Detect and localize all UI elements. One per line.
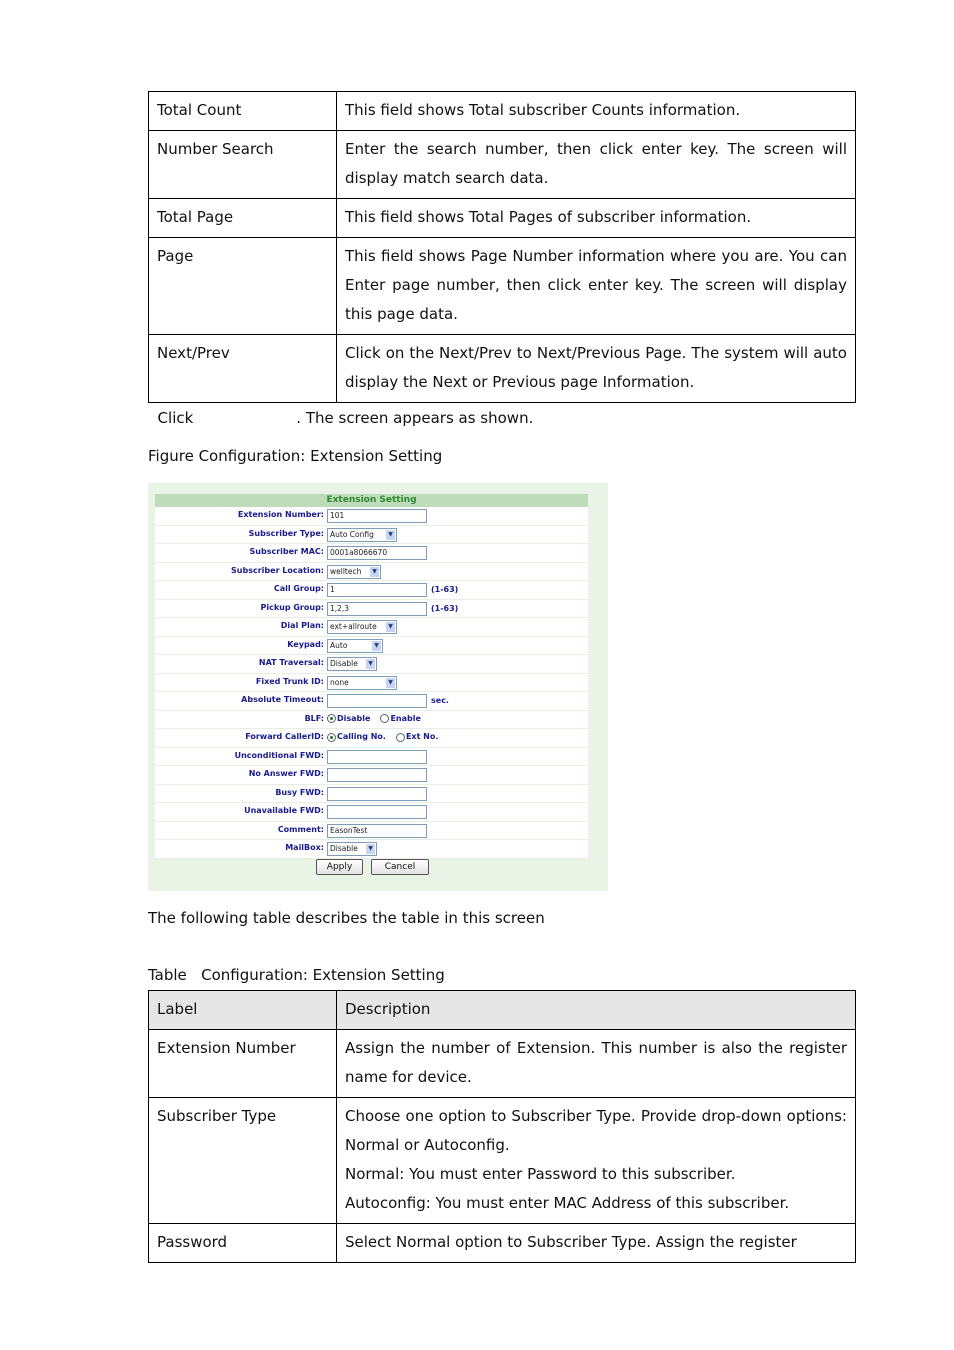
select-value: Auto [330,640,348,650]
row-label: Page [149,238,337,335]
description-line: Select Normal option to Subscriber Type. Assign the register [345,1233,797,1251]
select-value: Disable [330,659,358,668]
call-group-input[interactable]: 1 [327,583,427,597]
calling-no-radio[interactable] [327,733,336,742]
table-row [149,238,856,335]
row-label: Number Search [149,131,337,199]
form-row-pickup-group [155,600,588,619]
field-label: No Answer FWD: [248,769,324,778]
row-description: Enter the search number, then click enter key. The screen will display match search data. [337,131,856,199]
blf-enable-radio[interactable] [380,714,389,723]
form-row-absolute-timeout [155,692,588,711]
field-label: Unavailable FWD: [244,806,324,815]
form-row-dial-plan [155,618,588,637]
chevron-down-icon: ▼ [372,641,381,651]
description-line: Assign the number of Extension. This number is also the register name for device. [345,1039,847,1086]
range-hint: (1-63) [431,585,459,594]
form-row-unconditional-fwd [155,748,588,767]
chevron-down-icon: ▼ [386,530,395,540]
form-row-keypad [155,637,588,656]
cancel-button[interactable]: Cancel [371,859,429,875]
form-row-blf [155,711,588,730]
absolute-timeout-input[interactable] [327,694,427,708]
chevron-down-icon: ▼ [366,844,375,854]
fixed-trunk-id-select[interactable] [327,676,397,690]
form-row-mailbox [155,840,588,859]
form-buttons [316,859,437,877]
field-label: NAT Traversal: [258,658,324,667]
table-caption: Table Configuration: Extension Setting [148,966,445,984]
table-row [149,92,856,131]
apply-button[interactable]: Apply [316,859,363,875]
busy-fwd-input[interactable] [327,787,427,801]
form-row-call-group [155,581,588,600]
comment-input[interactable]: EasonTest [327,824,427,838]
mailbox-select[interactable] [327,842,377,856]
field-label: Subscriber Type: [248,528,324,538]
field-label: Subscriber Location: [231,565,324,575]
select-value: Disable [330,844,358,853]
field-label: Forward CallerID: [245,732,324,741]
ext-no-radio[interactable] [396,733,405,742]
row-label: Extension Number [149,1030,337,1098]
chevron-down-icon: ▼ [386,622,395,632]
field-label: Busy FWD: [275,787,324,797]
description-line: Autoconfig: You must enter MAC Address of this subscriber. [345,1194,790,1212]
table-row [149,199,856,238]
subscriber-mac-input[interactable]: 0001a8066670 [327,546,427,560]
field-label: Call Group: [273,584,324,593]
header-description: Description [337,991,856,1030]
table-row [149,1098,856,1224]
pickup-group-input[interactable]: 1,2,3 [327,602,427,616]
chevron-down-icon: ▼ [366,659,375,669]
field-description-table [148,91,856,403]
field-label: Keypad: [287,639,324,649]
table-header-row [149,991,856,1030]
range-hint: (1-63) [431,603,459,613]
dial-plan-select[interactable] [327,620,397,634]
form-row-fixed-trunk-id [155,674,588,693]
form-row-nat-traversal [155,655,588,674]
select-value: ext+allroute [330,622,377,631]
row-description [337,1098,856,1224]
radio-label: Calling No. [337,732,386,741]
field-label: Extension Number: [237,510,324,519]
form-row-extension-number [155,507,588,526]
no-answer-fwd-input[interactable] [327,768,427,782]
radio-label: Disable [337,713,371,723]
row-description: This field shows Total Pages of subscriber information. [337,199,856,238]
field-label: BLF: [304,713,324,723]
form-row-subscriber-type [155,526,588,545]
field-label: Comment: [277,824,324,834]
row-description: This field shows Total subscriber Counts information. [337,92,856,131]
field-label: Dial Plan: [280,621,324,630]
unavailable-fwd-input[interactable] [327,805,427,819]
click-word: Click [157,409,194,427]
form-title: Extension Setting [155,494,588,507]
extension-setting-table [148,990,856,1263]
table-row [149,1224,856,1263]
row-description [337,1030,856,1098]
keypad-select[interactable] [327,639,383,653]
extension-setting-screenshot [148,483,608,891]
field-label: Absolute Timeout: [241,695,324,704]
click-rest: . The screen appears as shown. [296,409,534,427]
chevron-down-icon: ▼ [370,567,379,577]
row-label: Total Count [149,92,337,131]
unit-hint: sec. [431,696,449,705]
following-text: The following table describes the table in this screen [148,909,545,927]
form-row-subscriber-mac [155,544,588,563]
form-row-subscriber-location [155,563,588,582]
row-label: Next/Prev [149,335,337,403]
form-row-forward-callerid [155,729,588,748]
form-row-busy-fwd [155,785,588,804]
field-label: Fixed Trunk ID: [255,676,324,686]
row-label: Password [149,1224,337,1263]
row-description: Click on the Next/Prev to Next/Previous Page. The system will auto display the Next or Previous page Information. [337,335,856,403]
chevron-down-icon: ▼ [386,678,395,688]
description-line: Choose one option to Subscriber Type. Provide drop-down options: Normal or Autoconfig. [345,1107,847,1154]
extension-number-input[interactable]: 101 [327,509,427,523]
nat-traversal-select[interactable] [327,657,377,671]
row-label: Total Page [149,199,337,238]
form-row-no-answer-fwd [155,766,588,785]
unconditional-fwd-input[interactable] [327,750,427,764]
select-value: none [330,677,349,687]
extension-setting-form [155,494,588,859]
radio-label: Enable [390,713,421,723]
description-line: Normal: You must enter Password to this subscriber. [345,1165,736,1183]
field-label: MailBox: [285,843,324,852]
row-description [337,1224,856,1263]
blf-disable-radio[interactable] [327,714,336,723]
row-label: Subscriber Type [149,1098,337,1224]
field-label: Pickup Group: [260,602,324,612]
field-label: Subscriber MAC: [249,547,324,556]
click-instruction [148,388,533,428]
table-row [149,1030,856,1098]
field-label: Unconditional FWD: [234,750,324,760]
select-value: Auto Config [330,529,374,539]
row-description: This field shows Page Number information where you are. You can Enter page number, then click enter key. The screen will display this page data. [337,238,856,335]
select-value: welltech [330,566,362,576]
form-row-unavailable-fwd [155,803,588,822]
figure-caption: Figure Configuration: Extension Setting [148,447,443,465]
table-row [149,131,856,199]
header-label: Label [149,991,337,1030]
radio-label: Ext No. [405,732,439,741]
form-row-comment [155,822,588,841]
subscriber-type-select[interactable] [327,528,397,542]
subscriber-location-select[interactable] [327,565,381,579]
